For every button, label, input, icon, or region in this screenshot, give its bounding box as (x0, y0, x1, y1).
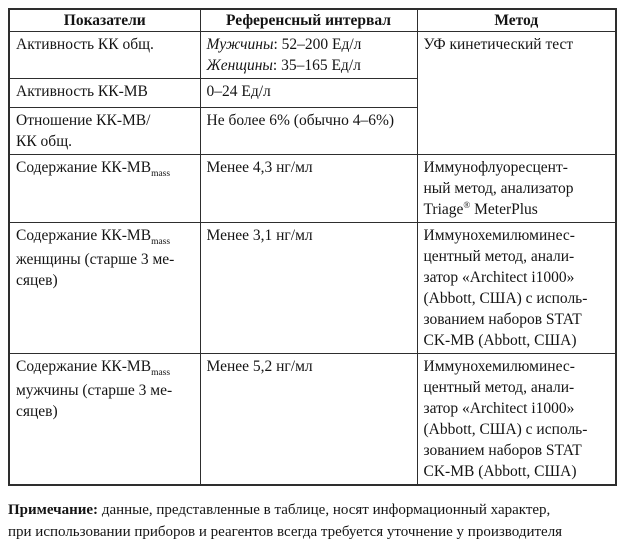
header-method: Метод (417, 9, 616, 32)
indicator-label-line1 (16, 356, 194, 380)
header-row (9, 9, 616, 32)
method-line: CK-MB (Abbott, США) (423, 463, 577, 480)
meterplus-label: MeterPlus (470, 201, 538, 218)
method-line: зованием наборов STAT (423, 442, 582, 459)
indicator-label: Активность КК-МВ (16, 83, 148, 100)
method-line: Иммунохемилюминес- (423, 358, 575, 375)
interval-value: Менее 5,2 нг/мл (206, 358, 313, 375)
method-line: Иммунохемилюминес- (423, 227, 575, 244)
indicator-prefix: Содержание КК-МВ (16, 227, 152, 244)
women-value: : 35–165 Ед/л (272, 57, 361, 74)
method-line: центный метод, анали- (423, 379, 575, 396)
method-line: CK-MB (Abbott, США) (423, 332, 577, 349)
method-line: (Abbott, США) с исполь- (423, 290, 588, 307)
interval-value: Не более 6% (обычно 4–6%) (206, 112, 395, 129)
men-label: Мужчины (206, 36, 274, 53)
row-mass-total (9, 155, 616, 223)
cell-mass-women-interval (200, 223, 417, 354)
cell-uv-method (417, 32, 616, 155)
indicator-label-line2: КК общ. (16, 133, 72, 150)
method-line: затор «Architect i1000» (423, 400, 575, 417)
footnote (8, 499, 624, 543)
indicator-label: Содержание КК-МВ (16, 159, 152, 176)
mass-subscript: mass (151, 237, 171, 247)
mass-subscript: mass (151, 368, 171, 378)
interval-value: Менее 4,3 нг/мл (206, 159, 313, 176)
row-mass-women (9, 223, 616, 354)
row-mass-men (9, 354, 616, 486)
cell-kk-mb-name (9, 79, 200, 108)
cell-mass-men-name (9, 354, 200, 486)
header-indicators: Показатели (9, 9, 200, 32)
method-line (424, 199, 610, 220)
cell-mass-total-interval (200, 155, 417, 223)
method-line: центный метод, анали- (423, 248, 575, 265)
cell-mass-men-interval (200, 354, 417, 486)
interval-women (207, 55, 411, 76)
cell-ratio-name (9, 108, 200, 155)
footnote-text1: данные, представленные в таблице, носят информационный характер, (98, 502, 551, 518)
indicator-label-line2: мужчины (старше 3 ме- (16, 382, 173, 399)
indicator-label-line3: сяцев) (16, 403, 58, 420)
method-label: УФ кинетический тест (423, 36, 574, 53)
indicator-label: Активность КК общ. (16, 36, 154, 53)
cell-ratio-interval (200, 108, 417, 155)
row-kk-total (9, 32, 616, 79)
mass-subscript: mass (151, 169, 171, 179)
triage-label: Triage (423, 201, 464, 218)
footnote-label: Примечание: (8, 502, 99, 518)
indicator-label-line1 (16, 225, 194, 249)
women-label: Женщины (206, 57, 273, 74)
indicator-label-line3: сяцев) (16, 272, 58, 289)
men-value: : 52–200 Ед/л (273, 36, 362, 53)
cell-mass-women-method (417, 223, 616, 354)
footnote-line2: при использовании приборов и реагентов всегда требуется уточнение у производителя (8, 524, 563, 540)
indicator-label-line2: женщины (старше 3 ме- (16, 251, 175, 268)
method-line: затор «Architect i1000» (423, 269, 575, 286)
cell-mass-total-method (417, 155, 616, 223)
footnote-line1 (8, 499, 624, 521)
interval-value: 0–24 Ед/л (206, 83, 271, 100)
method-line: ный метод, анализатор (423, 180, 574, 197)
interval-value: Менее 3,1 нг/мл (206, 227, 313, 244)
method-line: зованием наборов STAT (423, 311, 582, 328)
reference-table (8, 8, 617, 486)
indicator-prefix: Содержание КК-МВ (16, 358, 152, 375)
cell-mass-total-name (9, 155, 200, 223)
cell-mass-women-name (9, 223, 200, 354)
registered-mark: ® (463, 199, 471, 210)
header-interval: Референсный интервал (200, 9, 417, 32)
indicator-label-line1: Отношение КК-МВ/ (16, 112, 151, 129)
cell-kk-total-name (9, 32, 200, 79)
interval-men (207, 34, 411, 55)
cell-kk-mb-interval (200, 79, 417, 108)
method-line: Иммунофлуоресцент- (423, 159, 568, 176)
cell-mass-men-method (417, 354, 616, 486)
method-line: (Abbott, США) с исполь- (423, 421, 588, 438)
cell-kk-total-interval (200, 32, 417, 79)
